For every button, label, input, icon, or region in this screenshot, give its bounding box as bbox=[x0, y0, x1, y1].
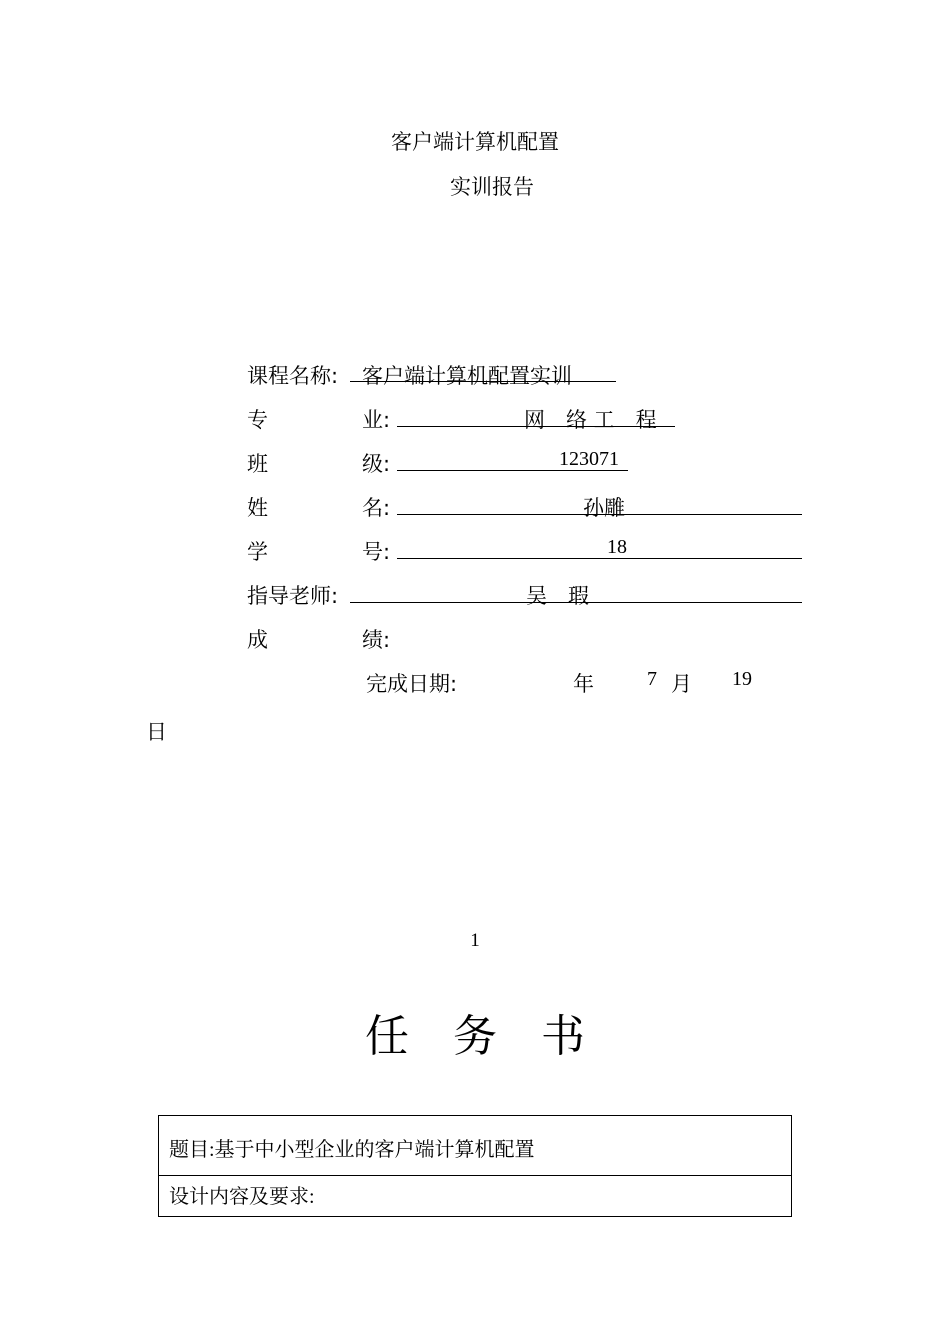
student-id-label-second: 号: bbox=[362, 540, 391, 564]
class-value: 123071 bbox=[559, 448, 619, 470]
cover-title-line2: 实训报告 bbox=[450, 175, 534, 199]
advisor-label: 指导老师: bbox=[247, 584, 339, 608]
page-number: 1 bbox=[470, 930, 480, 951]
course-value: 客户端计算机配置实训 bbox=[362, 364, 572, 388]
major-label-second: 业: bbox=[362, 408, 391, 432]
task-topic-row bbox=[159, 1116, 791, 1176]
date-label: 完成日期: bbox=[366, 672, 458, 696]
major-value: 网 络 工 程 bbox=[524, 408, 657, 432]
date-month: 7 bbox=[647, 668, 657, 690]
class-label-second: 级: bbox=[362, 452, 391, 476]
course-underline bbox=[350, 381, 616, 382]
task-requirements-row bbox=[159, 1176, 791, 1216]
task-requirements: 设计内容及要求: bbox=[169, 1186, 315, 1208]
advisor-value: 吴 瑕 bbox=[526, 584, 589, 608]
task-book-title: 任 务 书 bbox=[365, 1011, 585, 1062]
student-id-label-first: 学 bbox=[247, 540, 268, 564]
grade-label-second: 绩: bbox=[362, 628, 391, 652]
name-label-second: 名: bbox=[362, 496, 391, 520]
student-id-value: 18 bbox=[607, 536, 627, 558]
course-label: 课程名称: bbox=[247, 364, 339, 388]
date-month-label: 月 bbox=[671, 672, 692, 696]
student-id-underline bbox=[397, 558, 802, 559]
date-day: 19 bbox=[732, 668, 752, 690]
task-topic: 题目:基于中小型企业的客户端计算机配置 bbox=[169, 1139, 535, 1161]
major-label-first: 专 bbox=[247, 408, 268, 432]
grade-label-first: 成 bbox=[247, 628, 268, 652]
name-value: 孙雕 bbox=[583, 496, 625, 520]
name-label-first: 姓 bbox=[247, 496, 268, 520]
date-year-label: 年 bbox=[573, 672, 594, 696]
class-label-first: 班 bbox=[247, 452, 268, 476]
date-day-label: 日 bbox=[146, 720, 167, 744]
task-table bbox=[158, 1115, 792, 1217]
cover-title-line1: 客户端计算机配置 bbox=[391, 130, 559, 154]
